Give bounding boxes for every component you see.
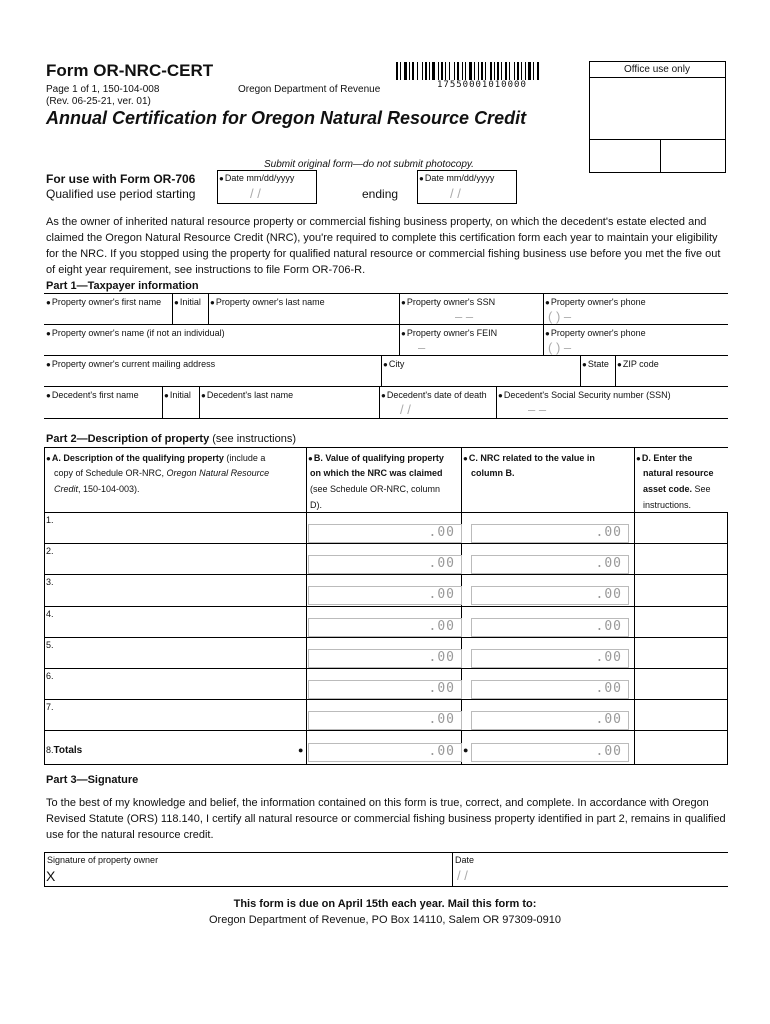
barcode — [396, 62, 568, 80]
nrc-c-field[interactable]: .00 — [471, 649, 629, 668]
part3-title: Part 3—Signature — [46, 774, 139, 786]
date-label-start: ● Date mm/dd/yyyy — [219, 173, 294, 183]
phone-placeholder: ( ) – — [548, 309, 572, 324]
row-number: 1. — [46, 515, 54, 525]
totals-label: 8.Totals — [46, 745, 83, 756]
barcode-bar — [478, 62, 479, 80]
col-b-header: ● B. Value of qualifying property — [308, 453, 444, 463]
barcode-bar — [457, 62, 459, 80]
barcode-bar — [490, 62, 492, 80]
description-field[interactable] — [56, 576, 304, 603]
barcode-bar — [412, 62, 414, 80]
total-nrc-c-field[interactable]: .00 — [471, 743, 629, 762]
barcode-bar — [485, 62, 486, 80]
col-b-header-2: on which the NRC was claimed — [310, 468, 443, 478]
barcode-bar — [505, 62, 507, 80]
page-info: Page 1 of 1, 150-104-008 — [46, 84, 160, 95]
barcode-bar — [517, 62, 519, 80]
fein-placeholder: – — [418, 340, 426, 355]
barcode-bar — [521, 62, 522, 80]
decedent-initial-field[interactable]: ● Initial — [164, 390, 191, 400]
col-d-header-4: instructions. — [643, 500, 692, 510]
col-a-header-3: Credit, 150-104-003). — [54, 484, 140, 494]
col-b-header-4: D). — [310, 500, 322, 510]
col-c-header-2: column B. — [471, 468, 515, 478]
owner-phone-field[interactable]: ● Property owner's phone — [545, 297, 646, 307]
mailing-address-field[interactable]: ● Property owner's current mailing address — [46, 359, 215, 369]
city-field[interactable]: ● City — [383, 359, 404, 369]
barcode-bar — [441, 62, 443, 80]
nrc-c-field[interactable]: .00 — [471, 680, 629, 699]
row-number: 4. — [46, 609, 54, 619]
signature-x: X — [46, 868, 56, 884]
asset-code-field[interactable] — [636, 608, 726, 636]
barcode-bar — [525, 62, 526, 80]
barcode-bar — [396, 62, 398, 80]
col-a-header-2: copy of Schedule OR-NRC, Oregon Natural Resource — [54, 468, 270, 478]
barcode-bar — [400, 62, 401, 80]
barcode-bar — [404, 62, 407, 80]
description-field[interactable] — [56, 701, 304, 728]
owner-name-nonindividual-field[interactable]: ● Property owner's name (if not an individual) — [46, 328, 225, 338]
owner-fein-field[interactable]: ● Property owner's FEIN — [401, 328, 497, 338]
date-slashes-end: / / — [450, 186, 461, 201]
period-label: Qualified use period starting — [46, 187, 196, 201]
col-b-header-3: (see Schedule OR-NRC, column — [310, 484, 441, 494]
sig-date-slashes[interactable]: / / — [457, 868, 468, 883]
barcode-bar — [438, 62, 439, 80]
barcode-bar — [501, 62, 502, 80]
row-number: 6. — [46, 671, 54, 681]
barcode-bar — [533, 62, 534, 80]
value-b-field[interactable]: .00 — [308, 711, 462, 730]
barcode-bar — [497, 62, 499, 80]
col-c-header: ● C. NRC related to the value in — [463, 453, 595, 463]
asset-code-field[interactable] — [636, 639, 726, 667]
col-a-header: ● A. Description of the qualifying property (include a — [46, 453, 265, 463]
description-field[interactable] — [56, 639, 304, 666]
barcode-bar — [509, 62, 510, 80]
zip-field[interactable]: ● ZIP code — [617, 359, 659, 369]
decedent-ssn-placeholder: – – — [528, 402, 547, 417]
date-label-end: ● Date mm/dd/yyyy — [419, 173, 494, 183]
asset-code-field[interactable] — [636, 576, 726, 604]
asset-code-field[interactable] — [636, 545, 726, 573]
sig-date-label: Date — [455, 855, 475, 865]
col-d-header-3: asset code. See — [643, 484, 711, 494]
form-title: Form OR-NRC-CERT — [46, 61, 214, 80]
decedent-ssn-field[interactable]: ● Decedent's Social Security number (SSN) — [498, 390, 671, 400]
barcode-bar — [417, 62, 418, 80]
part3-text: To the best of my knowledge and belief, the information contained on this form is true, correct, and complete. In accordance with Oregon Revised Statute (ORS) 118.140, I certify all natural resource or commercial fishing business property identified in part 2, remains in qualified use for the natural resource credit. — [46, 797, 726, 841]
due-notice: This form is due on April 15th each year. Mail this form to: — [233, 898, 537, 910]
submit-note: Submit original form—do not submit photocopy. — [264, 159, 474, 170]
owner-last-name-field[interactable]: ● Property owner's last name — [210, 297, 325, 307]
row-number: 2. — [46, 546, 54, 556]
signature-field[interactable] — [60, 854, 450, 885]
barcode-bar — [422, 62, 423, 80]
main-title: Annual Certification for Oregon Natural Resource Credit — [46, 108, 527, 128]
barcode-bar — [528, 62, 531, 80]
decedent-first-name-field[interactable]: ● Decedent's first name — [46, 390, 139, 400]
barcode-bar — [454, 62, 455, 80]
state-field[interactable]: ● State — [582, 359, 609, 369]
value-b-field[interactable]: .00 — [308, 649, 462, 668]
asset-code-field[interactable] — [636, 514, 726, 542]
phone-2-placeholder: ( ) – — [548, 340, 572, 355]
barcode-bar — [432, 62, 435, 80]
barcode-bar — [425, 62, 427, 80]
owner-initial-field[interactable]: ● Initial — [174, 297, 201, 307]
totals-c-bullet: ● — [463, 745, 469, 755]
value-b-field[interactable]: .00 — [308, 524, 462, 543]
mailing-address: Oregon Department of Revenue, PO Box 14110, Salem OR 97309-0910 — [208, 914, 561, 926]
barcode-bar — [537, 62, 539, 80]
ending-label: ending — [362, 187, 399, 201]
total-value-b-field[interactable]: .00 — [308, 743, 462, 762]
barcode-bar — [409, 62, 410, 80]
nrc-c-field[interactable]: .00 — [471, 711, 629, 730]
owner-first-name-field[interactable]: ● Property owner's first name — [46, 297, 161, 307]
for-use-label: For use with Form OR-706 — [46, 172, 196, 186]
part1-title: Part 1—Taxpayer information — [46, 280, 199, 292]
barcode-bar — [474, 62, 475, 80]
signature-label: Signature of property owner — [47, 855, 159, 865]
description-field[interactable] — [56, 514, 304, 541]
barcode-bar — [481, 62, 483, 80]
barcode-bar — [462, 62, 463, 80]
part2-title: Part 2—Description of property (see instructions) — [46, 433, 297, 445]
value-b-field[interactable]: .00 — [308, 680, 462, 699]
owner-ssn-field[interactable]: ● Property owner's SSN — [401, 297, 495, 307]
asset-code-field[interactable] — [636, 670, 726, 698]
value-b-field[interactable]: .00 — [308, 618, 462, 637]
nrc-c-field[interactable]: .00 — [471, 524, 629, 543]
agency-name: Oregon Department of Revenue — [238, 84, 381, 95]
date-slashes-start: / / — [250, 186, 261, 201]
ssn-placeholder: – – — [455, 309, 474, 324]
description-field[interactable] — [56, 608, 304, 635]
barcode-bar — [465, 62, 466, 80]
nrc-c-field[interactable]: .00 — [471, 586, 629, 605]
nrc-c-field[interactable]: .00 — [471, 618, 629, 637]
barcode-bar — [449, 62, 450, 80]
col-d-header-2: natural resource — [643, 468, 714, 478]
barcode-bar — [494, 62, 495, 80]
row-number: 7. — [46, 702, 54, 712]
description-field[interactable] — [56, 545, 304, 572]
decedent-date-of-death-field[interactable]: ● Decedent's date of death — [381, 390, 487, 400]
col-d-header: ● D. Enter the — [636, 453, 692, 463]
intro-paragraph: As the owner of inherited natural resource property or commercial fishing business property, on which the decedent's estate elected and claimed the Oregon Natural Resource Credit (NRC), you're required to complete this certification form each year to maintain your eligibility for the NRC. If you stopped using the property for qualified natural resource or commercial fishing business use before you met the five out of eight year requirement, see instructions to file Form OR-706-R. — [46, 216, 721, 276]
asset-code-field[interactable] — [636, 701, 726, 729]
row-number: 3. — [46, 577, 54, 587]
decedent-last-name-field[interactable]: ● Decedent's last name — [201, 390, 293, 400]
nrc-c-field[interactable]: .00 — [471, 555, 629, 574]
row-number: 5. — [46, 640, 54, 650]
dod-slashes: / / — [400, 402, 411, 417]
owner-phone-2-field[interactable]: ● Property owner's phone — [545, 328, 646, 338]
barcode-bar — [429, 62, 430, 80]
barcode-bar — [445, 62, 446, 80]
office-use-label: Office use only — [624, 64, 690, 75]
barcode-bar — [469, 62, 472, 80]
barcode-number: 17550001010000 — [437, 80, 527, 90]
value-b-field[interactable]: .00 — [308, 555, 462, 574]
description-field[interactable] — [56, 670, 304, 697]
value-b-field[interactable]: .00 — [308, 586, 462, 605]
totals-b-bullet: ● — [298, 745, 304, 755]
revision-info: (Rev. 06-25-21, ver. 01) — [46, 96, 151, 107]
barcode-bar — [514, 62, 515, 80]
